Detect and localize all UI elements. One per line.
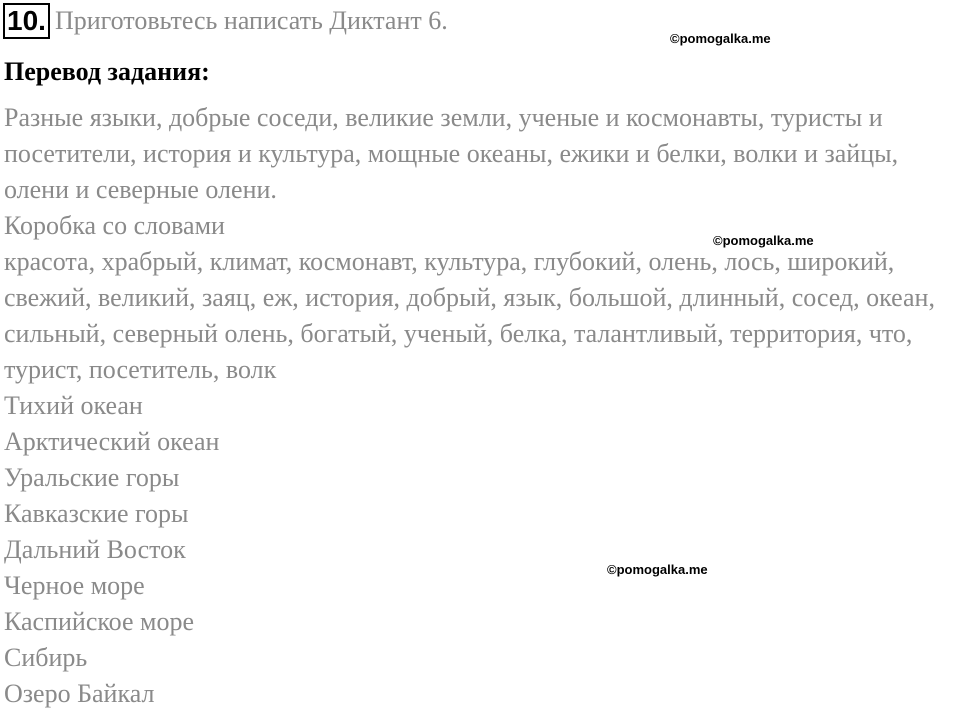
place-item: Черное море bbox=[4, 571, 145, 600]
place-item: Арктический океан bbox=[4, 427, 220, 456]
watermark-top: ©pomogalka.me bbox=[670, 31, 771, 46]
place-item: Каспийское море bbox=[4, 607, 195, 636]
task-number-badge: 10. bbox=[3, 3, 50, 39]
place-item: Тихий океан bbox=[4, 391, 143, 420]
translation-heading: Перевод задания: bbox=[4, 57, 210, 86]
place-item: Кавказские горы bbox=[4, 499, 189, 528]
word-box-title: Коробка со словами bbox=[4, 211, 225, 240]
task-header bbox=[3, 3, 448, 39]
translation-paragraph: Разные языки, добрые соседи, великие земли, ученые и космонавты, туристы и посетители, история и культура, мощные океаны, ежики и белки, волки и зайцы, олени и северные олени. bbox=[4, 103, 899, 204]
place-item: Уральские горы bbox=[4, 463, 180, 492]
word-box-list: красота, храбрый, климат, космонавт, культура, глубокий, олень, лось, широкий, свежий, великий, заяц, еж, история, добрый, язык, большой, длинный, сосед, океан, сильный, северный олень, богатый, ученый, белка, талантливый, территория, что, турист, посетитель, волк bbox=[4, 247, 935, 384]
watermark-middle: ©pomogalka.me bbox=[713, 233, 814, 248]
task-instruction: Приготовьтесь написать Диктант 6. bbox=[54, 6, 448, 35]
watermark-bottom: ©pomogalka.me bbox=[607, 562, 708, 577]
place-item: Дальний Восток bbox=[4, 535, 186, 564]
place-item: Озеро Байкал bbox=[4, 679, 155, 708]
translation-content bbox=[4, 100, 954, 712]
place-item: Сибирь bbox=[4, 643, 88, 672]
